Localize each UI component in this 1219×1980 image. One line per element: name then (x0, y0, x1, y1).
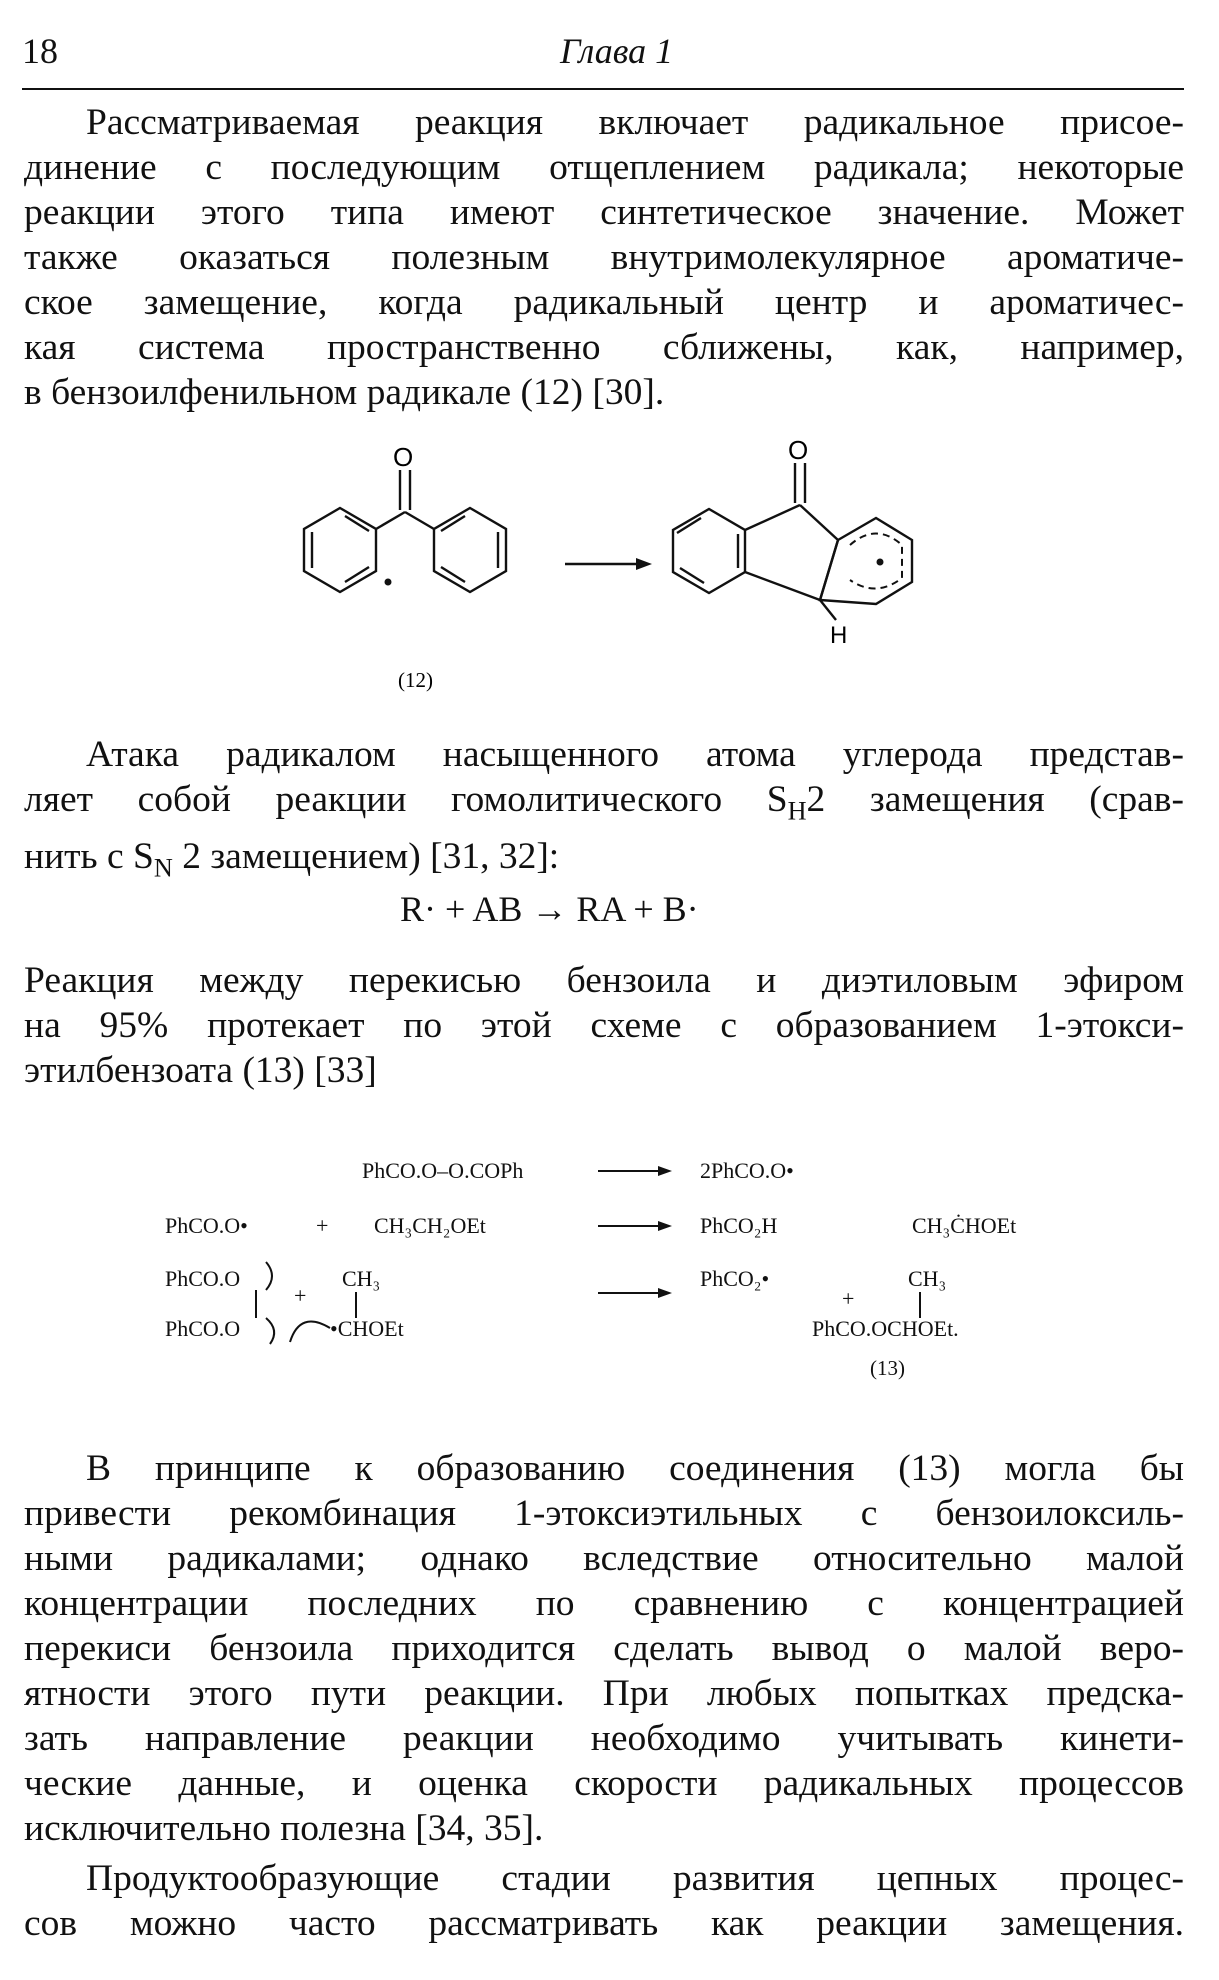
scheme-product: CH₃ĊHOEt (912, 1213, 1017, 1238)
text-line: зать направление реакции необходимо учитывать кинети- (24, 1718, 1184, 1759)
page-number: 18 (22, 31, 58, 71)
compound-label: (12) (398, 668, 433, 692)
text-line: кая система пространственно сближены, как, например, (24, 327, 1184, 368)
text-line: в бензоилфенильном радикале (12) [30]. (24, 372, 665, 413)
text-line: сов можно часто рассматривать как реакции замещения. (24, 1903, 1184, 1944)
text-line: Продуктообразующие стадии развития цепных процес- (86, 1858, 1184, 1899)
atom-label-o: O (788, 435, 809, 465)
atom-label-o: O (393, 442, 414, 472)
text-line: этилбензоата (13) [33] (24, 1050, 377, 1091)
scheme-plus: + (294, 1283, 307, 1308)
scheme-fragment: CH₃ (908, 1266, 947, 1291)
paragraph-5 (24, 1856, 1184, 1946)
text-line: Реакция между перекисью бензоила и диэтиловым эфиром (24, 960, 1184, 1001)
scheme-product: PhCO₂H (700, 1213, 778, 1238)
text-line: концентрации последних по сравнению с концентрацией (24, 1583, 1184, 1624)
text-line: перекиси бензоила приходится сделать вывод о малой веро- (24, 1628, 1184, 1669)
text-line: ляет собой реакции гомолитического $S_H2$ замещения (срав- (24, 779, 1184, 826)
scheme-plus: + (316, 1213, 329, 1238)
text-line: В принципе к образованию соединения (13) могла бы (86, 1448, 1184, 1489)
text-line: исключительно полезна [34, 35]. (24, 1808, 544, 1849)
text-line: ятности этого пути реакции. При любых попытках предска- (24, 1673, 1184, 1714)
scheme-product: 2PhCO.O• (700, 1158, 794, 1183)
scheme-product: PhCO₂• (700, 1266, 770, 1291)
atom-label-h: H (830, 622, 848, 649)
text-line: Рассматриваемая реакция включает радикальное присое- (86, 102, 1184, 143)
text-line: ными радикалами; однако вследствие относительно малой (24, 1538, 1184, 1579)
equation: R· + AB → RA + B· (400, 889, 699, 929)
scheme-arrow-head (658, 1221, 672, 1231)
text-line: реакции этого типа имеют синтетическое значение. Может (24, 192, 1184, 233)
paragraph-4 (24, 1446, 1184, 1851)
text-line: ское замещение, когда радикальный центр и ароматичес- (24, 282, 1184, 323)
running-head: Глава 1 (560, 31, 674, 71)
scheme-plus: + (842, 1286, 855, 1311)
text-line: на 95% протекает по этой схеме с образованием 1-этокси- (24, 1005, 1184, 1046)
scheme-fragment: CH₃ (342, 1266, 381, 1291)
scheme-reactant: PhCO.O–O.COPh (362, 1158, 524, 1183)
scheme-reactant: PhCO.O• (165, 1213, 248, 1238)
scheme-reactant: PhCO.O (165, 1316, 241, 1341)
text-line: Атака радикалом насыщенного атома углерода представ- (86, 734, 1184, 775)
scheme-arrow-head (658, 1166, 672, 1176)
text-line: также оказаться полезным внутримолекулярное ароматиче- (24, 237, 1184, 278)
scheme-fragment: •CHOEt (330, 1316, 404, 1341)
scheme-arrow-head (658, 1288, 672, 1298)
compound-label: (13) (870, 1356, 905, 1380)
scheme-reactant: PhCO.O (165, 1266, 241, 1291)
text-line: привести рекомбинация 1-этоксиэтильных с бензоилоксиль- (24, 1493, 1184, 1534)
scheme-reactant: CH₃CH₂OEt (374, 1213, 486, 1238)
text-line: ческие данные, и оценка скорости радикальных процессов (24, 1763, 1184, 1804)
text-line: динение с последующим отщеплением радикала; некоторые (24, 147, 1184, 188)
scheme-product: PhCO.OCHOEt. (812, 1316, 959, 1341)
text-line: нить с $S_N$ 2 замещением) [31, 32]: (24, 835, 560, 882)
